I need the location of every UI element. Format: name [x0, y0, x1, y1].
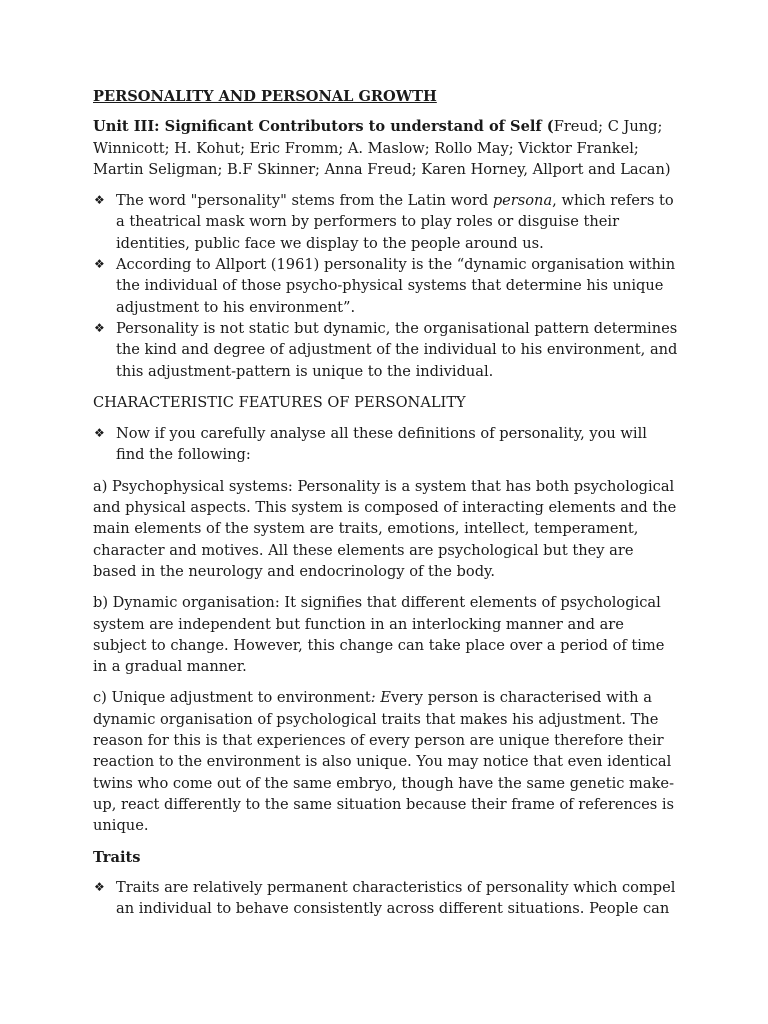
features-bullet-list: [93, 423, 678, 466]
features-heading: CHARACTERISTIC FEATURES OF PERSONALITY: [93, 393, 466, 411]
list-item: [93, 423, 678, 466]
unit-paragraph: [93, 116, 678, 180]
paragraph-text: very person is characterised with a dynamic organisation of psychological traits that makes his adjustment. The reason for this is that experiences of every person are unique therefore their reaction to the environment is also unique. You may notice that even identical twins who come out of the same embryo, though have the same genetic make-up, react differently to the same situation because their frame of references is unique.: [93, 689, 675, 835]
diamond-bullet-icon: ❖: [94, 257, 105, 272]
traits-heading: Traits: [93, 848, 141, 866]
list-item: [93, 318, 678, 382]
list-item: [93, 877, 678, 920]
diamond-bullet-icon: ❖: [94, 426, 105, 441]
bullet-text: The word "personality" stems from the Latin word: [116, 192, 493, 210]
bullet-text: Now if you carefully analyse all these definitions of personality, you will find the following:: [116, 425, 647, 464]
list-item: [93, 190, 678, 254]
bullet-emphasis: persona: [492, 192, 553, 210]
bullet-text: Traits are relatively permanent characteristics of personality which compel an individual to behave consistently across different situations. People can: [116, 878, 676, 918]
paragraph-dynamic-organisation: b) Dynamic organisation: It signifies that different elements of psychological system are independent but function in an interlocking manner and are subject to change. However, this change can take place over a period of time in a gradual manner.: [93, 594, 665, 676]
diamond-bullet-icon: ❖: [94, 193, 105, 208]
list-item: [93, 254, 678, 318]
diamond-bullet-icon: ❖: [94, 320, 105, 335]
paragraph-emphasis: : E: [370, 689, 391, 707]
bullet-text: , which refers to a theatrical mask worn by performers to play roles or disguise their identities, public face we display to the people around us.: [116, 192, 674, 252]
bullet-text: Personality is not static but dynamic, the organisational pattern determines the kind and degree of adjustment of the individual to his environment, and this adjustment-pattern is unique to the individual.: [116, 319, 678, 380]
paragraph-unique-adjustment: [93, 687, 678, 836]
unit-heading: Unit III: Significant Contributors to understand of Self (: [93, 118, 554, 136]
intro-bullet-list: [93, 190, 678, 382]
bullet-text: According to Allport (1961) personality is the “dynamic organisation within the individual of those psycho-physical systems that determine his unique adjustment to his environment”.: [116, 256, 676, 316]
diamond-bullet-icon: ❖: [94, 879, 105, 894]
paragraph-psychophysical: a) Psychophysical systems: Personality is a system that has both psychological and physical aspects. This system is composed of interacting elements and the main elements of the system are traits, emotions, intellect, temperament, character and motives. All these elements are psychological but they are based in the neurology and endocrinology of the body.: [93, 477, 677, 580]
traits-bullet-list: [93, 877, 678, 920]
unit-contributors: Freud; C Jung; Winnicott; H. Kohut; Eric Fromm; A. Maslow; Rollo May; Vicktor Frankel; Martin Seligman; B.F Skinner; Anna Freud; Karen Horney, Allport and Lacan): [93, 118, 671, 178]
document-title: PERSONALITY AND PERSONAL GROWTH: [93, 88, 437, 105]
paragraph-text: c) Unique adjustment to environment: [93, 689, 371, 707]
